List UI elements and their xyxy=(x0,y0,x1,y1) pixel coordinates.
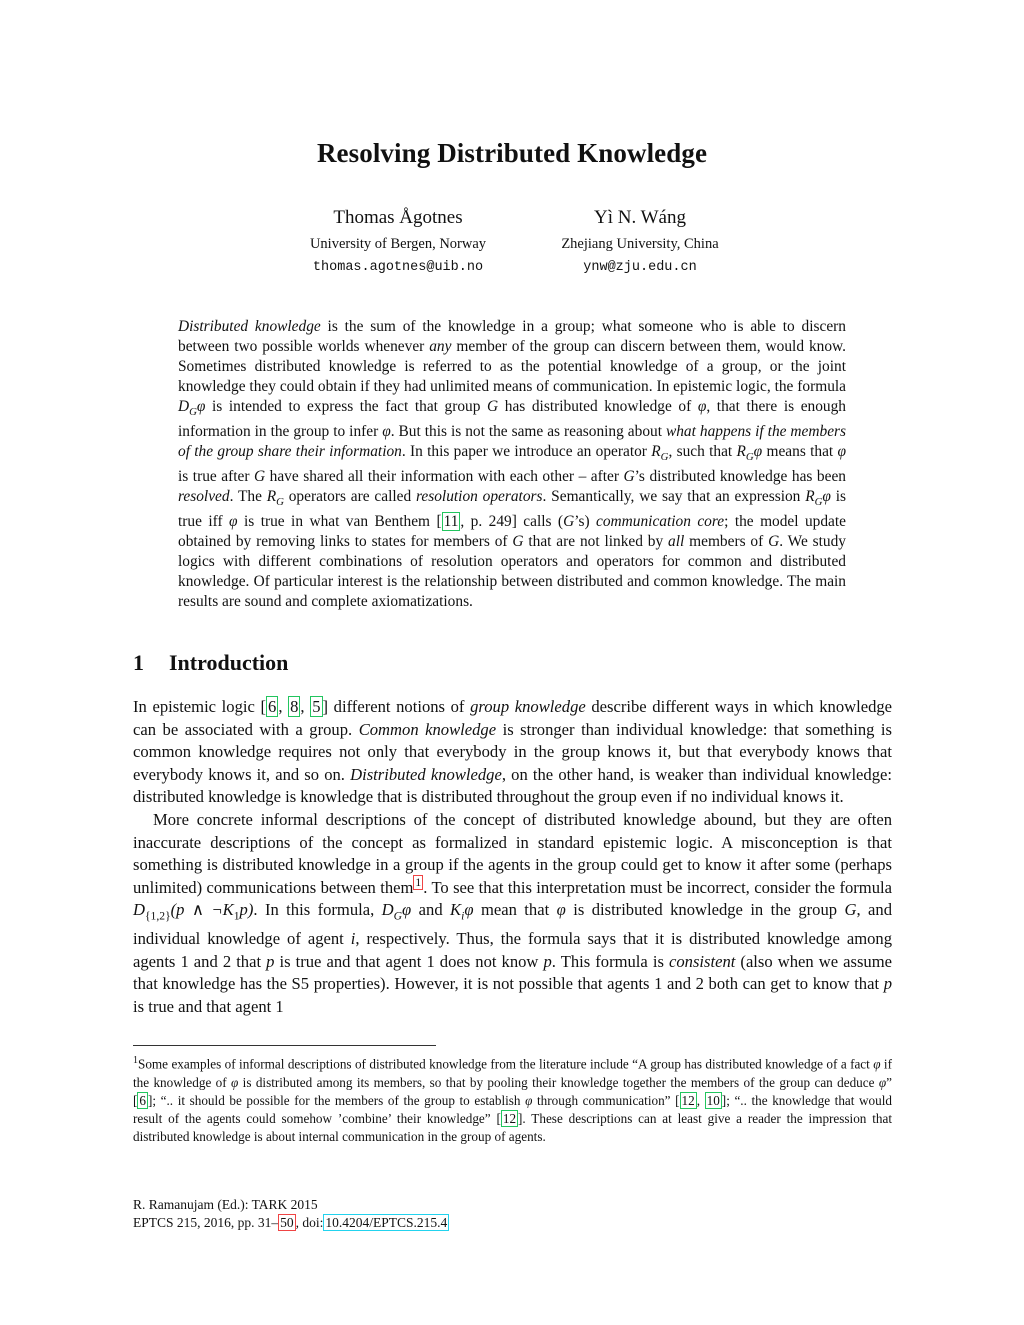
math: G xyxy=(276,496,284,509)
author-name: Yì N. Wáng xyxy=(594,207,686,228)
abstract-text: , that there is enough information in the group to infer xyxy=(178,398,847,441)
introduction-body xyxy=(133,696,892,1019)
body-text: is distributed knowledge in the group xyxy=(565,900,845,920)
author-affiliation: University of Bergen, Norway xyxy=(309,236,487,252)
citation-link[interactable]: 12 xyxy=(502,1111,517,1126)
footnote-text: ]; “.. the knowledge that would result of the agents could somehow ’combine’ their knowledge” [ xyxy=(133,1092,892,1126)
abstract-text: . But this is not the same as reasoning about xyxy=(390,423,666,441)
body-text: is stronger than individual knowledge: that something is common knowledge requires not only that everybody in the group knows it, but that everybody knows that everybody knows it, and so on. xyxy=(133,719,892,784)
footnote-ref-link[interactable]: 1 xyxy=(415,876,422,890)
math: R xyxy=(805,488,815,506)
body-text: . To see that this interpretation must be incorrect, consider the formula xyxy=(423,877,892,897)
abstract-text: ’s) xyxy=(574,513,597,531)
body-text: and xyxy=(411,900,451,920)
body-text: Common knowledge xyxy=(358,719,497,739)
abstract-text: communication core xyxy=(596,513,725,531)
math: R xyxy=(651,443,661,461)
abstract-text: , p. 249] calls ( xyxy=(460,513,564,531)
math: G xyxy=(254,468,266,486)
math: R xyxy=(266,488,277,506)
body-text: More concrete informal descriptions of the concept of distributed knowledge abound, but they are often inaccurate descriptions of the concept as formalized in standard epistemic logic. A misconception is that something is distributed knowledge in a group if the agents in the group could get to know it after some (perhaps unlimited) communications between them xyxy=(133,809,892,897)
paper-title: Resolving Distributed Knowledge xyxy=(316,138,708,168)
body-text: . In this formula, xyxy=(253,900,382,920)
abstract-text: what happens if the members of the group share their information xyxy=(178,423,847,461)
body-text: group knowledge xyxy=(470,697,586,716)
citation-link[interactable]: 5 xyxy=(312,697,321,716)
math: R xyxy=(736,443,746,461)
math: G xyxy=(660,451,669,464)
abstract-text: ; the model update obtained by removing links to states for members of xyxy=(178,513,846,551)
math: φ xyxy=(556,900,566,920)
math: i xyxy=(461,909,465,923)
body-text: ] different notions of xyxy=(322,697,471,716)
body-text: In epistemic logic [ xyxy=(133,697,267,716)
abstract-text: is the sum of the knowledge in a group; what someone who is able to discern between two possible worlds whenever xyxy=(178,318,847,355)
paragraph xyxy=(133,809,892,1019)
footnote-text: through communication” [ xyxy=(532,1092,680,1108)
math: p xyxy=(543,951,552,971)
section-number: 1 xyxy=(133,650,144,675)
abstract-text: is true in what van Benthem [ xyxy=(237,513,442,531)
citation-link[interactable]: 10 xyxy=(706,1092,720,1108)
math: G xyxy=(844,900,857,920)
math: φ xyxy=(878,1074,887,1090)
body-text: describe different ways in which knowledge can be associated with a group. xyxy=(133,697,893,739)
math: p) xyxy=(239,900,254,920)
footnote-text: Some examples of informal descriptions of distributed knowledge from the literature include “A group has distributed knowledge of a fact xyxy=(138,1056,874,1072)
body-text: , and individual knowledge of agent xyxy=(133,900,892,949)
abstract-text: resolution operators xyxy=(415,488,543,506)
abstract-text: resolved xyxy=(178,488,230,506)
author-affiliation: Zhejiang University, China xyxy=(561,236,719,252)
math: φ xyxy=(873,1056,881,1072)
abstract xyxy=(178,317,846,612)
footnote-mark: 1 xyxy=(133,1055,138,1066)
citation-link[interactable]: 6 xyxy=(139,1092,146,1108)
citation-link[interactable]: 12 xyxy=(681,1092,695,1108)
body-text: , xyxy=(278,697,289,716)
doi-link[interactable]: 10.4204/EPTCS.215.4 xyxy=(325,1215,448,1230)
math: G xyxy=(189,406,197,419)
abstract-text: that are not linked by xyxy=(523,533,669,551)
math: φ xyxy=(229,513,238,531)
footnote-text: ” [ xyxy=(133,1074,892,1108)
math: D xyxy=(178,398,190,415)
abstract-text: . The xyxy=(229,488,267,506)
section-title-text: Introduction xyxy=(169,650,289,675)
series-text: EPTCS 215, 2016, pp. 31– xyxy=(133,1215,279,1230)
body-text: , xyxy=(300,697,311,716)
section-heading xyxy=(133,650,288,676)
math: D xyxy=(133,900,145,920)
footnote-text: ]. These descriptions can at least give a reader the impression that distributed knowledge is about internal communication in the group of agents. xyxy=(133,1111,893,1145)
math: i xyxy=(350,929,356,949)
abstract-text: Distributed knowledge xyxy=(178,318,321,335)
math: φ xyxy=(196,398,206,415)
math: φ xyxy=(837,443,847,461)
citation-link[interactable]: 6 xyxy=(268,697,277,716)
abstract-text: . In this paper we introduce an operator xyxy=(401,443,652,461)
abstract-text: ’s distributed knowledge has been xyxy=(634,468,846,486)
body-text: Distributed knowledge xyxy=(350,764,502,784)
author-block-2 xyxy=(510,205,770,279)
series-line xyxy=(133,1214,449,1232)
body-text: (also when we assume that knowledge has the S5 properties). However, it is not possible that agents 1 and 2 both can get to know that xyxy=(133,951,892,994)
body-text: mean that xyxy=(473,900,557,920)
abstract-text: is true iff xyxy=(178,488,846,531)
math: φ xyxy=(753,443,763,461)
math: φ xyxy=(464,900,474,920)
math: G xyxy=(487,398,499,415)
math: φ xyxy=(382,423,391,441)
body-text: consistent xyxy=(668,951,736,971)
abstract-text: member of the group can discern between them, would know. Sometimes distributed knowledge is referred to as the potential knowledge of a group, or the joint knowledge they could obtain if they had unlimited means of communication. In epistemic logic, the formula xyxy=(178,338,847,395)
abstract-text: have shared all their information with each other – after xyxy=(265,468,624,486)
math: G xyxy=(393,909,403,923)
footnote-divider xyxy=(133,1045,436,1046)
math: p xyxy=(266,951,275,971)
author-name: Thomas Ågotnes xyxy=(333,207,463,228)
abstract-text: . We study logics with different combinations of resolution operators and operators for common and distributed knowledge. Of particular interest is the relationship between distributed and common knowledge. The main results are sound and complete axiomatizations. xyxy=(178,533,846,611)
abstract-text: is intended to express the fact that group xyxy=(205,398,488,415)
body-text: , on the other hand, is weaker than individual knowledge: distributed knowledge is knowledge that is distributed throughout the group even if no individual knows it. xyxy=(133,764,892,807)
proceedings-line: R. Ramanujam (Ed.): TARK 2015 xyxy=(133,1197,318,1212)
math: φ xyxy=(697,398,707,415)
body-text: is true and that agent 1 xyxy=(133,997,284,1017)
math: {1,2} xyxy=(144,909,171,923)
author-email: thomas.agotnes@uib.no xyxy=(312,260,484,275)
abstract-text: any xyxy=(429,338,452,355)
citation-link[interactable]: 8 xyxy=(290,697,299,716)
body-text: is true and that agent 1 does not know xyxy=(274,951,544,971)
footnote-text: ]; “.. it should be possible for the members of the group to establish xyxy=(148,1092,526,1108)
math: G xyxy=(563,513,575,531)
math: φ xyxy=(402,900,412,920)
paragraph xyxy=(133,696,892,809)
math: (p ∧ ¬K xyxy=(170,900,234,920)
author-email: ynw@zju.edu.cn xyxy=(583,260,697,275)
body-text: . This formula is xyxy=(551,951,669,971)
footnote-text: , xyxy=(696,1092,705,1108)
abstract-text: is true after xyxy=(178,468,254,486)
abstract-text: , such that xyxy=(668,443,737,461)
math: K xyxy=(450,900,462,920)
footnote-text: is distributed among its members, so that by pooling their knowledge together the members of the group can deduce xyxy=(238,1074,879,1090)
abstract-text: means that xyxy=(762,443,838,461)
math: φ xyxy=(231,1074,239,1090)
math: D xyxy=(381,900,394,920)
math: φ xyxy=(525,1092,533,1108)
math: G xyxy=(623,468,635,486)
body-text: , respectively. Thus, the formula says that it is distributed knowledge among agents 1 and 2 that xyxy=(133,929,892,971)
math: G xyxy=(814,496,823,509)
footnote-text: if the knowledge of xyxy=(133,1056,892,1090)
abstract-text: . Semantically, we say that an expression xyxy=(542,488,806,506)
abstract-text: has distributed knowledge of xyxy=(498,398,698,415)
publication-info xyxy=(133,1196,449,1232)
math: p xyxy=(883,974,892,994)
abstract-text: operators are called xyxy=(283,488,416,506)
abstract-text: members of xyxy=(684,533,769,551)
math: φ xyxy=(822,488,831,506)
math: G xyxy=(512,533,524,551)
author-block-1 xyxy=(268,205,528,279)
abstract-text: all xyxy=(668,533,685,551)
math: G xyxy=(768,533,780,551)
math: 1 xyxy=(233,909,240,923)
math: G xyxy=(745,451,754,464)
footnote xyxy=(133,1052,892,1146)
series-text: , doi: xyxy=(295,1215,324,1230)
citation-link[interactable]: 11 xyxy=(443,513,459,531)
last-page-link[interactable]: 50 xyxy=(280,1215,294,1230)
